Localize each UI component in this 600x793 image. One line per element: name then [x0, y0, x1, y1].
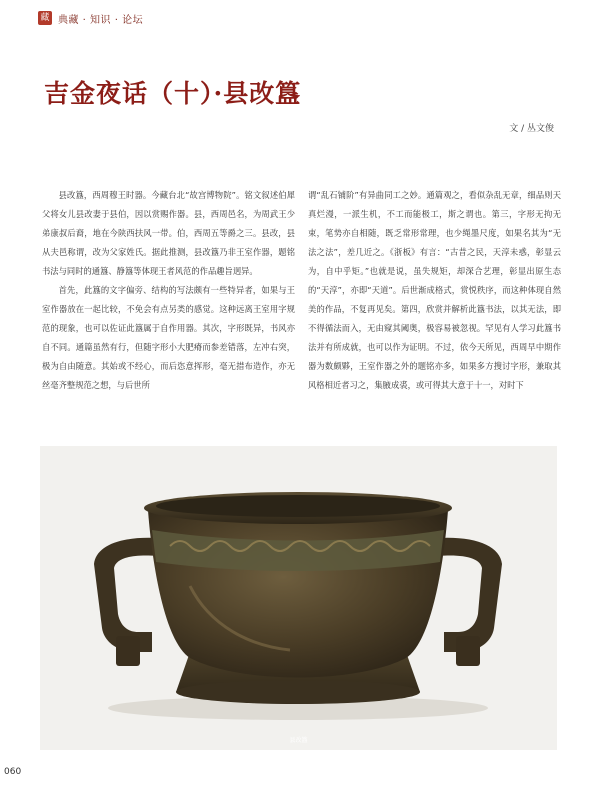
section-label: 典藏 · 知识 · 论坛 [58, 14, 144, 26]
magazine-logo: 藏 [38, 11, 52, 25]
paragraph: 县改簋，西周穆王时器。今藏台北“故宫博物院”。铭文叙述伯犀父将女儿县改妻于县伯，因以赏赐作器。县，西周邑名，为周武王少弟康叔后裔，地在今陕西扶风一带。伯，西周五等爵之三。县改，县从夫邑称谓，改为父家姓氏。据此推测，县改簋乃非王室作器，题铭书法与同时的通簋、静簋等体现王者风范的作品趣旨迥异。 [42, 190, 295, 276]
photo-caption: 县改簋 [289, 737, 308, 744]
paragraph: 谓“乱石铺阶”有异曲同工之妙。通篇观之，看似杂乱无章，细品则天真烂漫，一派生机，不工而能极工，斯之谓也。第三，字形无拘无束，笔势亦自相随，既乏常形常理，也少绳墨尺度，如果名其为“无法之法”，差几近之。《浙板》有言：“古昔之民，天淳未惑，彰显云为，自中乎矩。”也就是说，虽失规矩，却深合艺理，彰显出原生态的“天淳”，亦即“天道”。后世渐成格式，赏悦秩序，而这种体现自然美的作品，不复再见矣。第四，欣赏并解析此簋书法，以其无法，即不得循法而入，无由窥其阈奥，极容易被忽视。罕见有人学习此簋书法并有所成就，也可以作为证明。不过，依今天所见，西周早中期作器为数颇夥，王室作器之外的题铭亦多，如果多方搜讨字形，兼取其风格相近者习之，集腋成裘，或可得其大意于十一，对时下 [308, 190, 561, 390]
article-column-left [42, 186, 295, 395]
page-number: 060 [4, 767, 22, 777]
article-title: 吉金夜话（十）·县改簋 [44, 79, 302, 108]
article-author: 文 / 丛文俊 [509, 124, 554, 134]
paragraph: 首先，此簋的文字偏旁、结构的写法颇有一些特异者，如果与王室作器放在一起比较，不免会有点另类的感觉。这种远离王室用字规范的现象，也可以佐证此簋属于自作用器。其次，字形既异，书风亦自不同。通篇虽然有行，但随字形小大肥瘠而参差错落，左冲右突，极为自由随意。其始或不经心，而后恣意挥形，毫无措布造作，亦无丝毫齐整规范之想，与后世所 [42, 285, 295, 390]
article-column-right [308, 186, 561, 395]
page-header [38, 10, 143, 26]
bronze-vessel-photo [40, 446, 557, 750]
bronze-gui-vessel-illustration [40, 446, 557, 750]
